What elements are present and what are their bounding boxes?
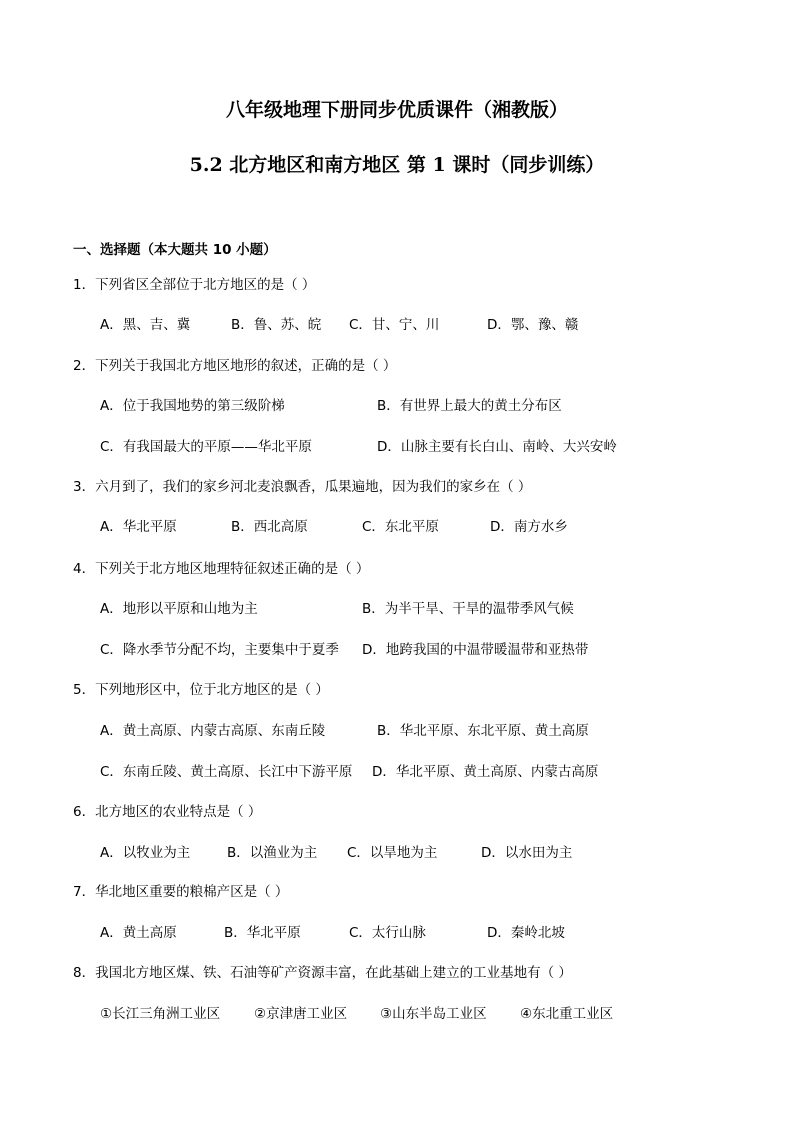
question-8-option-4: ④东北重工业区 [520, 1006, 614, 1022]
question-2-option-b: B．有世界上最大的黄土分布区 [377, 398, 562, 414]
question-1-option-a: A．黑、吉、冀 [100, 317, 191, 333]
question-7-option-d: D．秦岭北坡 [487, 925, 565, 941]
question-5-option-c: C．东南丘陵、黄土高原、长江中下游平原 [100, 764, 353, 780]
page-subtitle: 5.2 北方地区和南方地区 第 1 课时（同步训练） [189, 154, 605, 176]
question-5-stem: 5．下列地形区中，位于北方地区的是（ ） [73, 682, 329, 698]
question-3-option-c: C．东北平原 [362, 519, 439, 535]
question-4-option-d: D．地跨我国的中温带暖温带和亚热带 [362, 642, 589, 658]
question-1-stem: 1．下列省区全部位于北方地区的是（ ） [73, 277, 316, 293]
question-5-option-b: B．华北平原、东北平原、黄土高原 [377, 723, 589, 739]
question-6-option-b: B．以渔业为主 [227, 845, 318, 861]
question-1-option-d: D．鄂、豫、赣 [487, 317, 579, 333]
page-title: 八年级地理下册同步优质课件（湘教版） [225, 99, 568, 121]
section-heading: 一、选择题（本大题共 10 小题） [73, 242, 277, 258]
question-6-option-d: D．以水田为主 [481, 845, 573, 861]
question-3-stem: 3．六月到了，我们的家乡河北麦浪飘香，瓜果遍地，因为我们的家乡在（ ） [73, 479, 532, 495]
question-2-option-a: A．位于我国地势的第三级阶梯 [100, 398, 285, 414]
question-4-stem: 4．下列关于北方地区地理特征叙述正确的是（ ） [73, 561, 370, 577]
question-6-option-a: A．以牧业为主 [100, 845, 191, 861]
question-2-stem: 2．下列关于我国北方地区地形的叙述，正确的是（ ） [73, 358, 397, 374]
question-8-option-1: ①长江三角洲工业区 [100, 1006, 221, 1022]
question-7-option-c: C．太行山脉 [349, 925, 426, 941]
question-1-option-c: C．甘、宁、川 [349, 317, 440, 333]
question-3-option-b: B．西北高原 [231, 519, 308, 535]
question-4-option-c: C．降水季节分配不均，主要集中于夏季 [100, 642, 339, 658]
question-2-option-c: C．有我国最大的平原——华北平原 [100, 439, 312, 455]
question-2-option-d: D．山脉主要有长白山、南岭、大兴安岭 [377, 439, 617, 455]
question-7-option-b: B．华北平原 [224, 925, 301, 941]
question-4-option-b: B．为半干旱、干旱的温带季风气候 [362, 601, 574, 617]
question-3-option-d: D．南方水乡 [490, 519, 568, 535]
question-8-stem: 8．我国北方地区煤、铁、石油等矿产资源丰富，在此基础上建立的工业基地有（ ） [73, 965, 572, 981]
question-4-option-a: A．地形以平原和山地为主 [100, 601, 258, 617]
question-8-option-3: ③山东半岛工业区 [380, 1006, 487, 1022]
question-5-option-d: D．华北平原、黄土高原、内蒙古高原 [372, 764, 599, 780]
question-8-option-2: ②京津唐工业区 [254, 1006, 348, 1022]
question-7-stem: 7．华北地区重要的粮棉产区是（ ） [73, 884, 289, 900]
question-5-option-a: A．黄土高原、内蒙古高原、东南丘陵 [100, 723, 326, 739]
question-3-option-a: A．华北平原 [100, 519, 177, 535]
question-1-option-b: B．鲁、苏、皖 [231, 317, 322, 333]
question-6-option-c: C．以旱地为主 [347, 845, 438, 861]
question-6-stem: 6．北方地区的农业特点是（ ） [73, 804, 262, 820]
question-7-option-a: A．黄土高原 [100, 925, 177, 941]
